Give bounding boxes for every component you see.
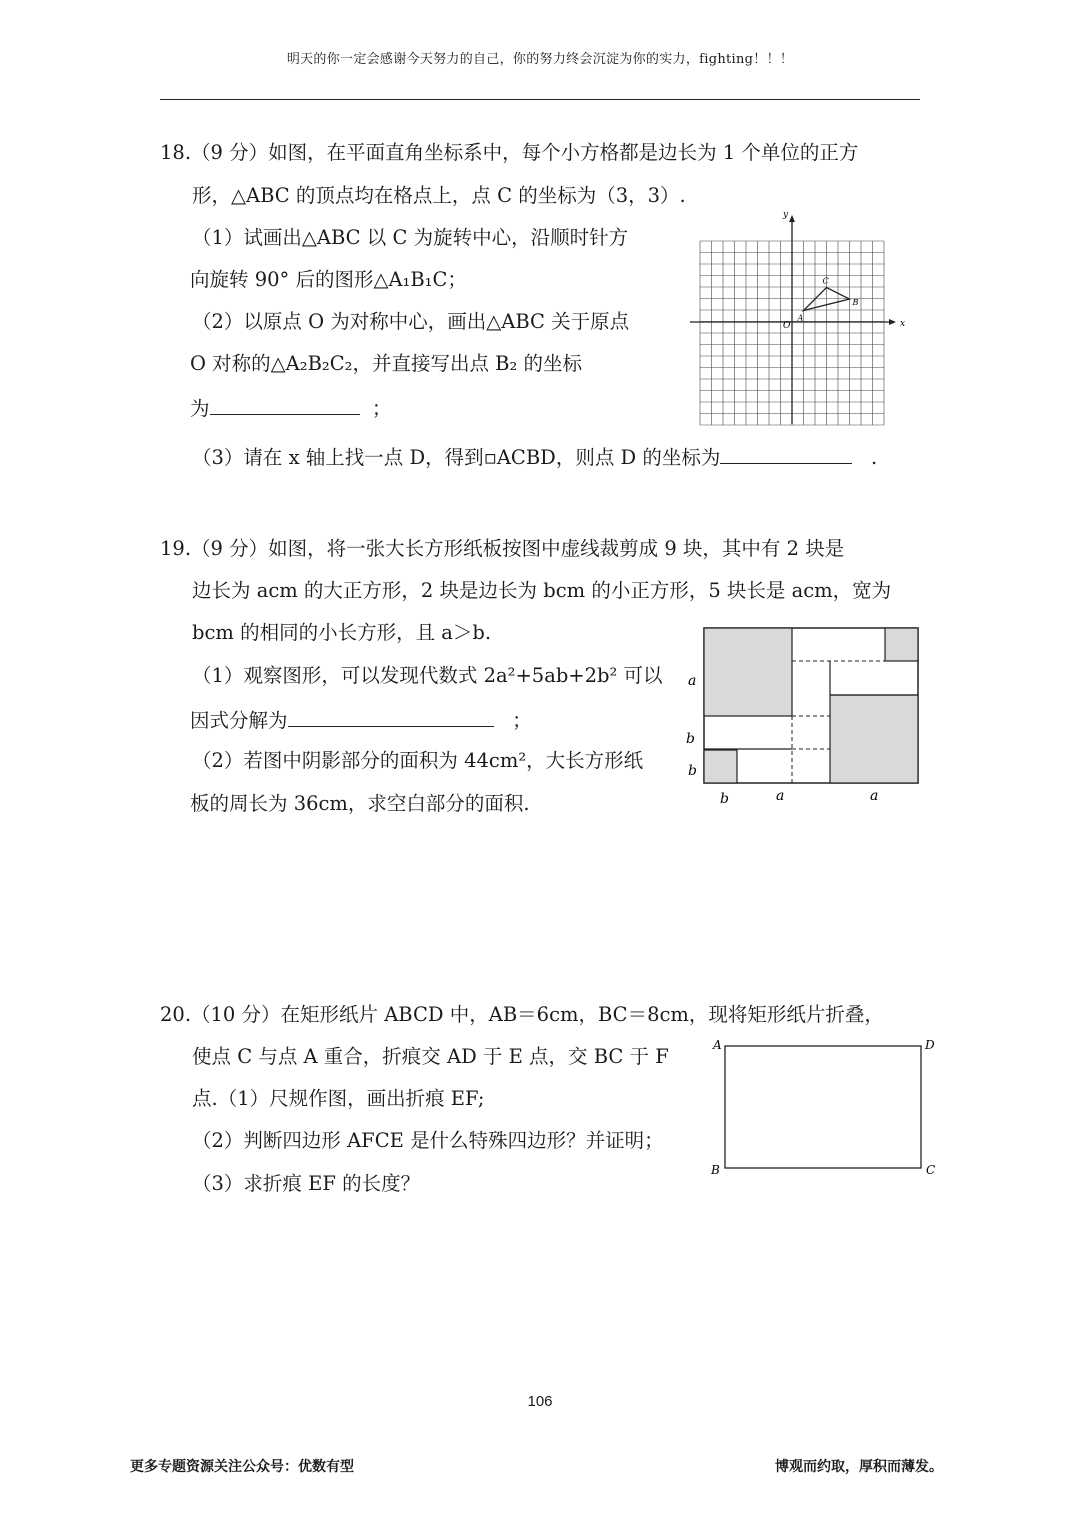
x-axis-label: x [900,319,906,329]
q20-line-5: （3）求折痕 EF 的长度？ [192,1172,421,1195]
rectangle-abcd [725,1046,921,1168]
q18-line-8-end: . [870,446,878,469]
q20-line-1: 20.（10 分）在矩形纸片 ABCD 中，AB＝6cm，BC＝8cm，现将矩形纸片折叠， [160,1003,884,1026]
corner-label-c: C [926,1163,936,1177]
footer-left-text: 更多专题资源关注公众号：优数有型 [130,1459,354,1475]
q20-rectangle-abcd [705,1035,945,1180]
q19-line-5 [190,706,532,734]
y-axis-arrow-icon [789,215,795,222]
q18-line-8-text: （3）请在 x 轴上找一点 D，得到▫ACBD，则点 D 的坐标为 [192,446,721,469]
corner-label-a: A [713,1038,722,1052]
q18-line-7-text: 为 [190,397,210,420]
q18-line-2: 形，△ABC 的顶点均在格点上，点 C 的坐标为（3，3）. [192,184,686,207]
label-left-b: b [688,763,697,779]
q18-line-5: （2）以原点 O 为对称中心，画出△ABC 关于原点 [192,310,630,333]
x-axis-arrow-icon [889,319,896,325]
large-square-1 [704,628,792,716]
page-number: 106 [527,1393,553,1410]
q19-line-3: bcm 的相同的小长方形，且 a＞b. [192,621,492,644]
q18-line-3: （1）试画出△ABC 以 C 为旋转中心，沿顺时针方 [192,226,629,249]
label-bottom-a: a [776,788,785,804]
label-left-b: b [686,731,695,747]
label-bottom-b: b [720,791,729,807]
y-axis-label: y [783,210,789,220]
label-left-a: a [688,673,697,689]
q18-line-7 [190,394,391,422]
small-square-2 [704,750,737,783]
q19-line-6: （2）若图中阴影部分的面积为 44cm²，大长方形纸 [192,749,644,772]
q19-answer-blank[interactable] [288,706,494,727]
q20-line-4: （2）判断四边形 AFCE 是什么特殊四边形？并证明； [192,1129,664,1152]
vertex-label-c: C [822,276,829,286]
corner-label-b: B [711,1163,720,1177]
q20-line-2: 使点 C 与点 A 重合，折痕交 AD 于 E 点，交 BC 于 F [192,1045,669,1068]
large-square-2 [830,695,918,783]
q18-line-8 [192,443,877,471]
q19-line-5-text: 因式分解为 [190,709,288,732]
q18-line-7-end: ； [371,397,392,420]
q18-answer-blank-2[interactable] [720,443,852,464]
vertex-label-b: B [852,298,859,307]
q20-line-3: 点.（1）尺规作图，画出折痕 EF; [192,1087,485,1110]
q18-line-1: 18.（9 分）如图，在平面直角坐标系中，每个小方格都是边长为 1 个单位的正方 [160,141,859,164]
q18-line-6: O 对称的△A₂B₂C₂，并直接写出点 B₂ 的坐标 [190,352,583,375]
q19-line-5-end: ； [512,709,532,732]
footer-right-text: 博观而约取，厚积而薄发。 [775,1459,943,1475]
q19-line-7: 板的周长为 36cm，求空白部分的面积. [190,792,530,815]
q18-answer-blank-1[interactable] [210,394,360,415]
corner-label-d: D [925,1038,935,1052]
q19-line-4: （1）观察图形，可以发现代数式 2a²+5ab+2b² 可以 [192,664,663,687]
header-divider [160,99,920,100]
header-motto: 明天的你一定会感谢今天努力的自己，你的努力终会沉淀为你的实力，fighting！！！ [286,52,794,67]
small-square-1 [885,628,918,661]
q19-rectangle-figure [680,620,925,815]
q18-coordinate-grid [684,205,914,430]
vertex-label-a: A [797,313,804,323]
origin-label: O [783,321,791,331]
q19-line-1: 19.（9 分）如图，将一张大长方形纸板按图中虚线裁剪成 9 块，其中有 2 块是 [160,537,845,560]
q19-line-2: 边长为 acm 的大正方形，2 块是边长为 bcm 的小正方形，5 块长是 acm，宽为 [192,579,892,602]
label-bottom-a: a [870,788,879,804]
q18-line-4: 向旋转 90° 后的图形△A₁B₁C； [190,268,467,291]
